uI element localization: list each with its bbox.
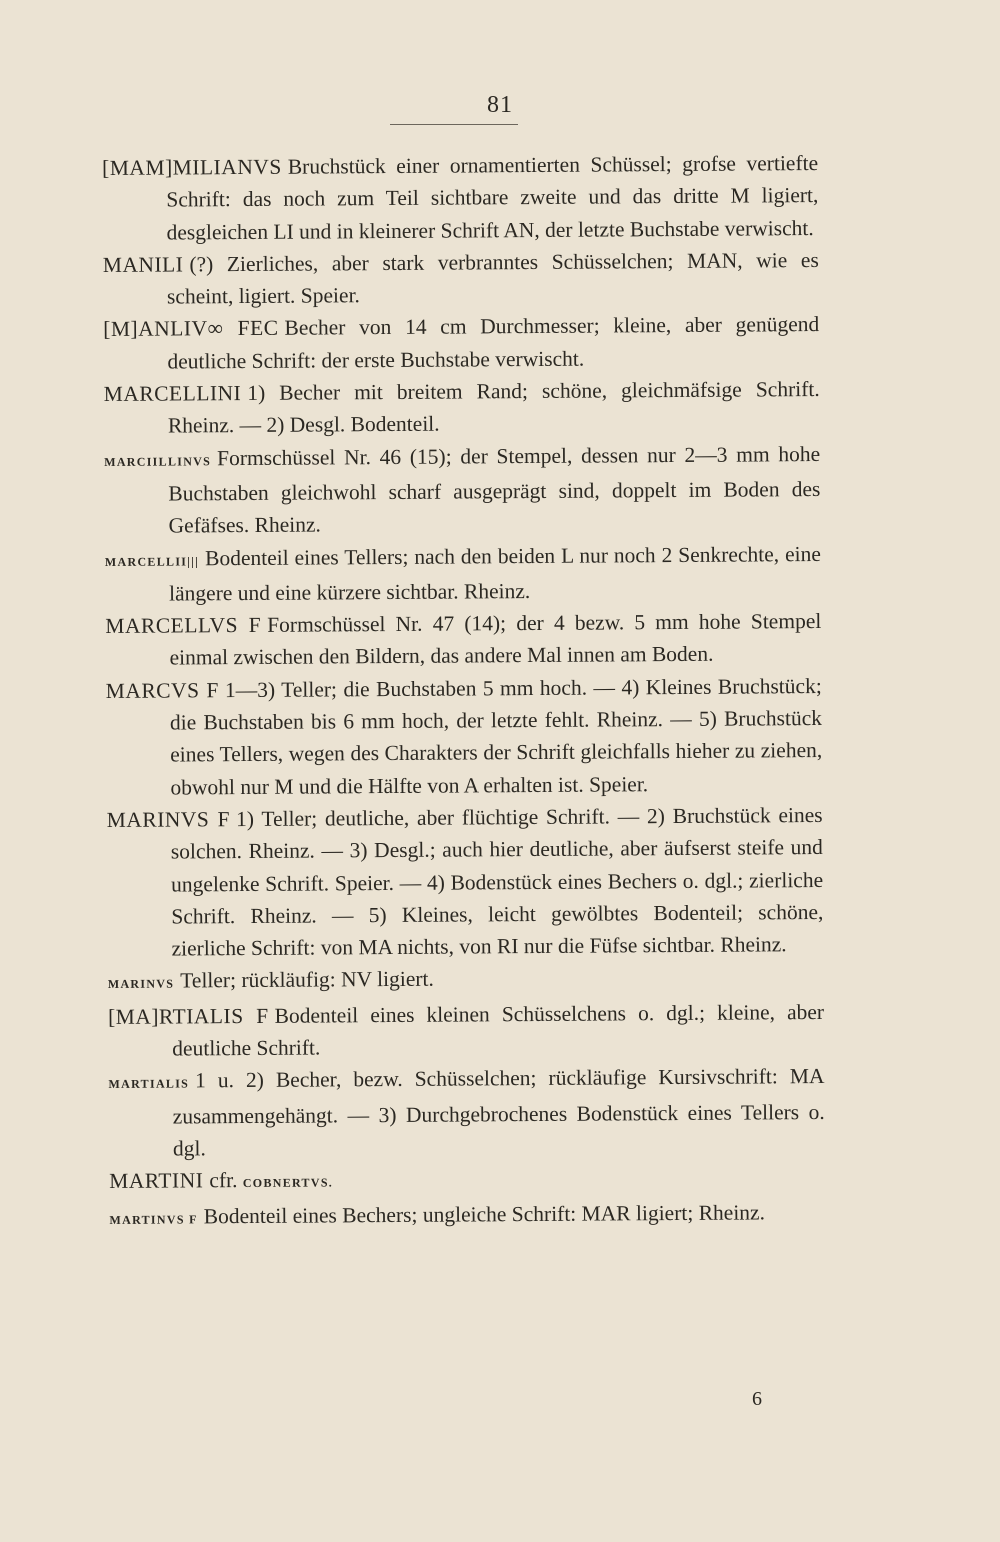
entry-marcvs-f: [106, 670, 823, 804]
entry-martini: [109, 1160, 825, 1200]
entry-description: Bodenteil eines kleinen Schüsselchens o. dgl.; kleine, aber deutliche Schrift.: [172, 999, 825, 1061]
entry-description: (?) Zierliches, aber stark verbranntes Schüsselchen; MAN, wie es scheint, ligiert. Speier.: [166, 247, 819, 309]
entry-marcellii: [105, 538, 821, 611]
entry-stamp: MARCVS F: [105, 677, 220, 703]
entry-stamp: MANILI: [102, 252, 184, 277]
entry-description: Bodenteil eines Tellers; nach den beiden L nur noch 2 Senkrechte, eine längere und eine kürzere sichtbar. Rheinz.: [168, 541, 821, 606]
entry-mammilianvs: [102, 147, 819, 249]
entry-list: [102, 147, 826, 1236]
entry-stamp: MARTIALIS: [108, 1076, 190, 1092]
cross-reference: COBNERTVS.: [242, 1175, 334, 1191]
entry-description: 1—3) Teller; die Buchstaben 5 mm hoch. — 4) Kleines Bruchstück; die Buchstaben bis 6 mm hoch, der letzte fehlt. Rheinz. — 5) Bruchstück eines Tellers, wegen des Charakters der Schrift gleichfalls hieher zu ziehen, obwohl nur M und die Hälfte von A erhalten ist. Speier.: [169, 673, 823, 800]
header-rule: [390, 124, 518, 125]
entry-stamp: [MA]RTIALIS F: [107, 1003, 269, 1029]
entry-description: Teller; rückläufig: NV ligiert.: [180, 967, 434, 993]
entry-martialis: [108, 1060, 825, 1165]
entry-stamp: MARTINI: [109, 1168, 204, 1194]
entry-description: Formschüssel Nr. 47 (14); der 4 bezw. 5 mm hohe Stempel einmal zwischen den Bildern, das andere Mal innen am Boden.: [169, 609, 822, 670]
entry-marinvs: [108, 960, 824, 1000]
entry-description: cfr.: [209, 1168, 238, 1193]
entry-stamp: MARINVS: [107, 976, 175, 992]
entry-manlivs-fec: [103, 308, 819, 378]
entry-marcellvs-f: [105, 605, 821, 675]
entry-marcillinvs: [104, 438, 821, 543]
page-number: 81: [487, 92, 513, 118]
entry-description: Becher von 14 cm Durchmesser; kleine, aber genügend deutliche Schrift: der erste Buchstabe verwischt.: [167, 312, 820, 374]
entry-description: Bodenteil eines Bechers; ungleiche Schrift: MAR ligiert; Rheinz.: [203, 1199, 766, 1228]
entry-stamp: [MAM]MILIANVS: [102, 154, 282, 180]
entry-stamp: MARCELLVS F: [105, 613, 262, 639]
entry-description: Formschüssel Nr. 46 (15); der Stempel, dessen nur 2—3 mm hohe Buchstaben gleichwohl scharf ausgeprägt sind, doppelt im Boden des Gefäfses. Rheinz.: [168, 441, 821, 538]
entry-stamp: MARCELLINI: [103, 381, 242, 407]
entry-stamp: MARCELLII|||: [104, 553, 200, 569]
entry-marinvs-f: [107, 799, 824, 965]
entry-stamp: [M]ANLIV∞ FEC: [103, 316, 279, 342]
entry-marcellini: [104, 373, 820, 443]
entry-martialis-f: [108, 996, 824, 1066]
entry-stamp: MARTINVS F: [109, 1211, 198, 1227]
entry-martinvs-f: [109, 1195, 825, 1235]
sheet-signature: 6: [752, 1388, 762, 1410]
entry-manili: [103, 244, 819, 314]
entry-description: Bruchstück einer ornamentierten Schüssel; grofse vertiefte Schrift: das noch zum Teil sichtbare zweite und das dritte M ligiert, desgleichen LI und in kleinerer Schrift AN, der letzte Buchstabe verwischt.: [166, 151, 819, 245]
entry-stamp: MARINVS F: [106, 807, 231, 832]
entry-description: 1) Becher mit breitem Rand; schöne, gleichmäfsige Schrift. Rheinz. — 2) Desgl. Bodenteil.: [167, 377, 820, 438]
entry-description: 1 u. 2) Becher, bezw. Schüsselchen; rückläufige Kursivschrift: MA zusammengehängt. — 3) Durchgebrochenes Bodenstück eines Tellers o. dgl.: [172, 1064, 825, 1161]
entry-stamp: MARCIILLINVS: [104, 453, 212, 469]
entry-description: 1) Teller; deutliche, aber flüchtige Schrift. — 2) Bruchstück eines solchen. Rheinz. — 3) Desgl.; auch hier deutliche, aber äufserst steife und ungelenke Schrift. Speier. — 4) Bodenstück eines Bechers o. dgl.; zierliche Schrift. Rheinz. — 5) Kleines, leicht gewölbtes Bodenteil; schöne, zierliche Schrift: von MA nichts, von RI nur die Füfse sichtbar. Rheinz.: [170, 802, 824, 961]
